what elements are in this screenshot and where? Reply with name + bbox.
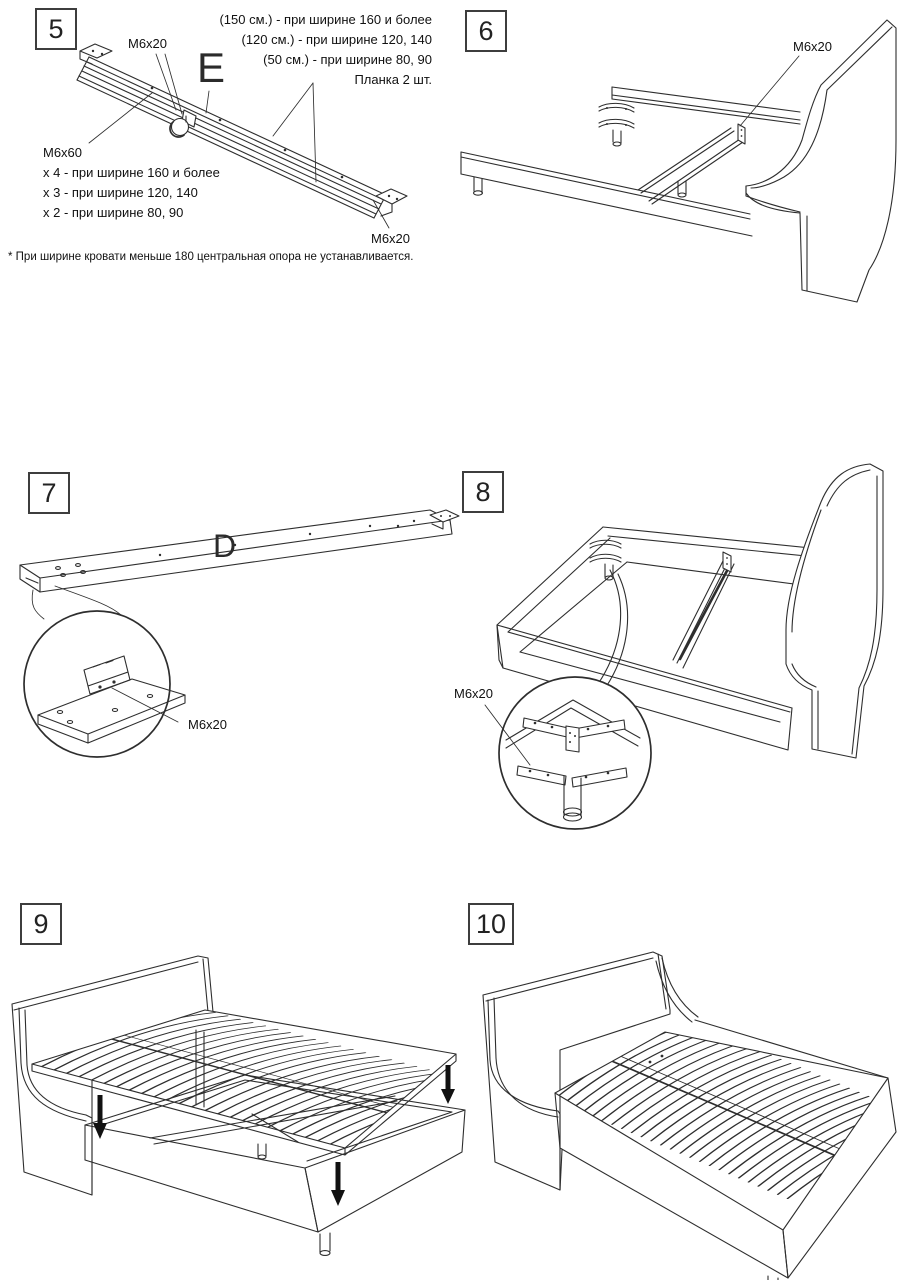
step-10-number: 10 (475, 908, 507, 939)
figure-step10-assembled-bed (440, 900, 900, 1280)
hardware-line: х 2 - при ширине 80, 90 (43, 205, 184, 220)
step-6-screw-label: M6x20 (793, 39, 833, 54)
step-10-number-box (468, 903, 514, 945)
width-footnote: * При ширине кровати меньше 180 центральная опора не устанавливается. (8, 251, 414, 263)
step-8-number-box (462, 471, 504, 513)
step-8-section (440, 460, 900, 875)
step-6-section (450, 0, 900, 330)
step-7-screw-label: M6x20 (188, 717, 228, 732)
figure-step8-box-leg-detail (440, 460, 900, 875)
hardware-line: х 4 - при ширине 160 и более (43, 165, 220, 180)
step-5-number: 5 (48, 13, 64, 44)
step-6-number: 6 (478, 15, 494, 46)
step-7-part-letter: D (213, 528, 237, 564)
plank-note-line: (50 см.) - при ширине 80, 90 (263, 52, 432, 67)
step-9-section (0, 900, 475, 1280)
step-5-plank-note (219, 10, 432, 90)
step-9-number: 9 (33, 908, 49, 939)
step-9-number-box (20, 903, 62, 945)
step-5-screw-top-label: M6x20 (128, 36, 168, 51)
hardware-title: M6x60 (43, 145, 83, 160)
figure-step7-bottom-panel (0, 460, 470, 860)
step-8-screw-label: M6x20 (454, 686, 494, 701)
plank-note-line: (150 см.) - при ширине 160 и более (219, 12, 432, 27)
figure-step6-frame-center-beam (450, 0, 900, 330)
step-5-hardware-note (43, 143, 220, 223)
step-5-part-letter: E (197, 44, 226, 91)
plank-note-line: (120 см.) - при ширине 120, 140 (241, 32, 432, 47)
step-5-number-box (35, 8, 77, 50)
step-7-number: 7 (41, 477, 57, 508)
step-10-section (440, 900, 900, 1280)
figure-step9-slats-lowering (0, 900, 475, 1280)
step-5-screw-bottom-label: M6x20 (371, 231, 411, 246)
plank-note-line: Планка 2 шт. (354, 72, 432, 87)
step-8-number: 8 (475, 476, 491, 507)
hardware-line: х 3 - при ширине 120, 140 (43, 185, 198, 200)
step-6-number-box (465, 10, 507, 52)
step-7-section (0, 460, 470, 860)
step-7-number-box (28, 472, 70, 514)
